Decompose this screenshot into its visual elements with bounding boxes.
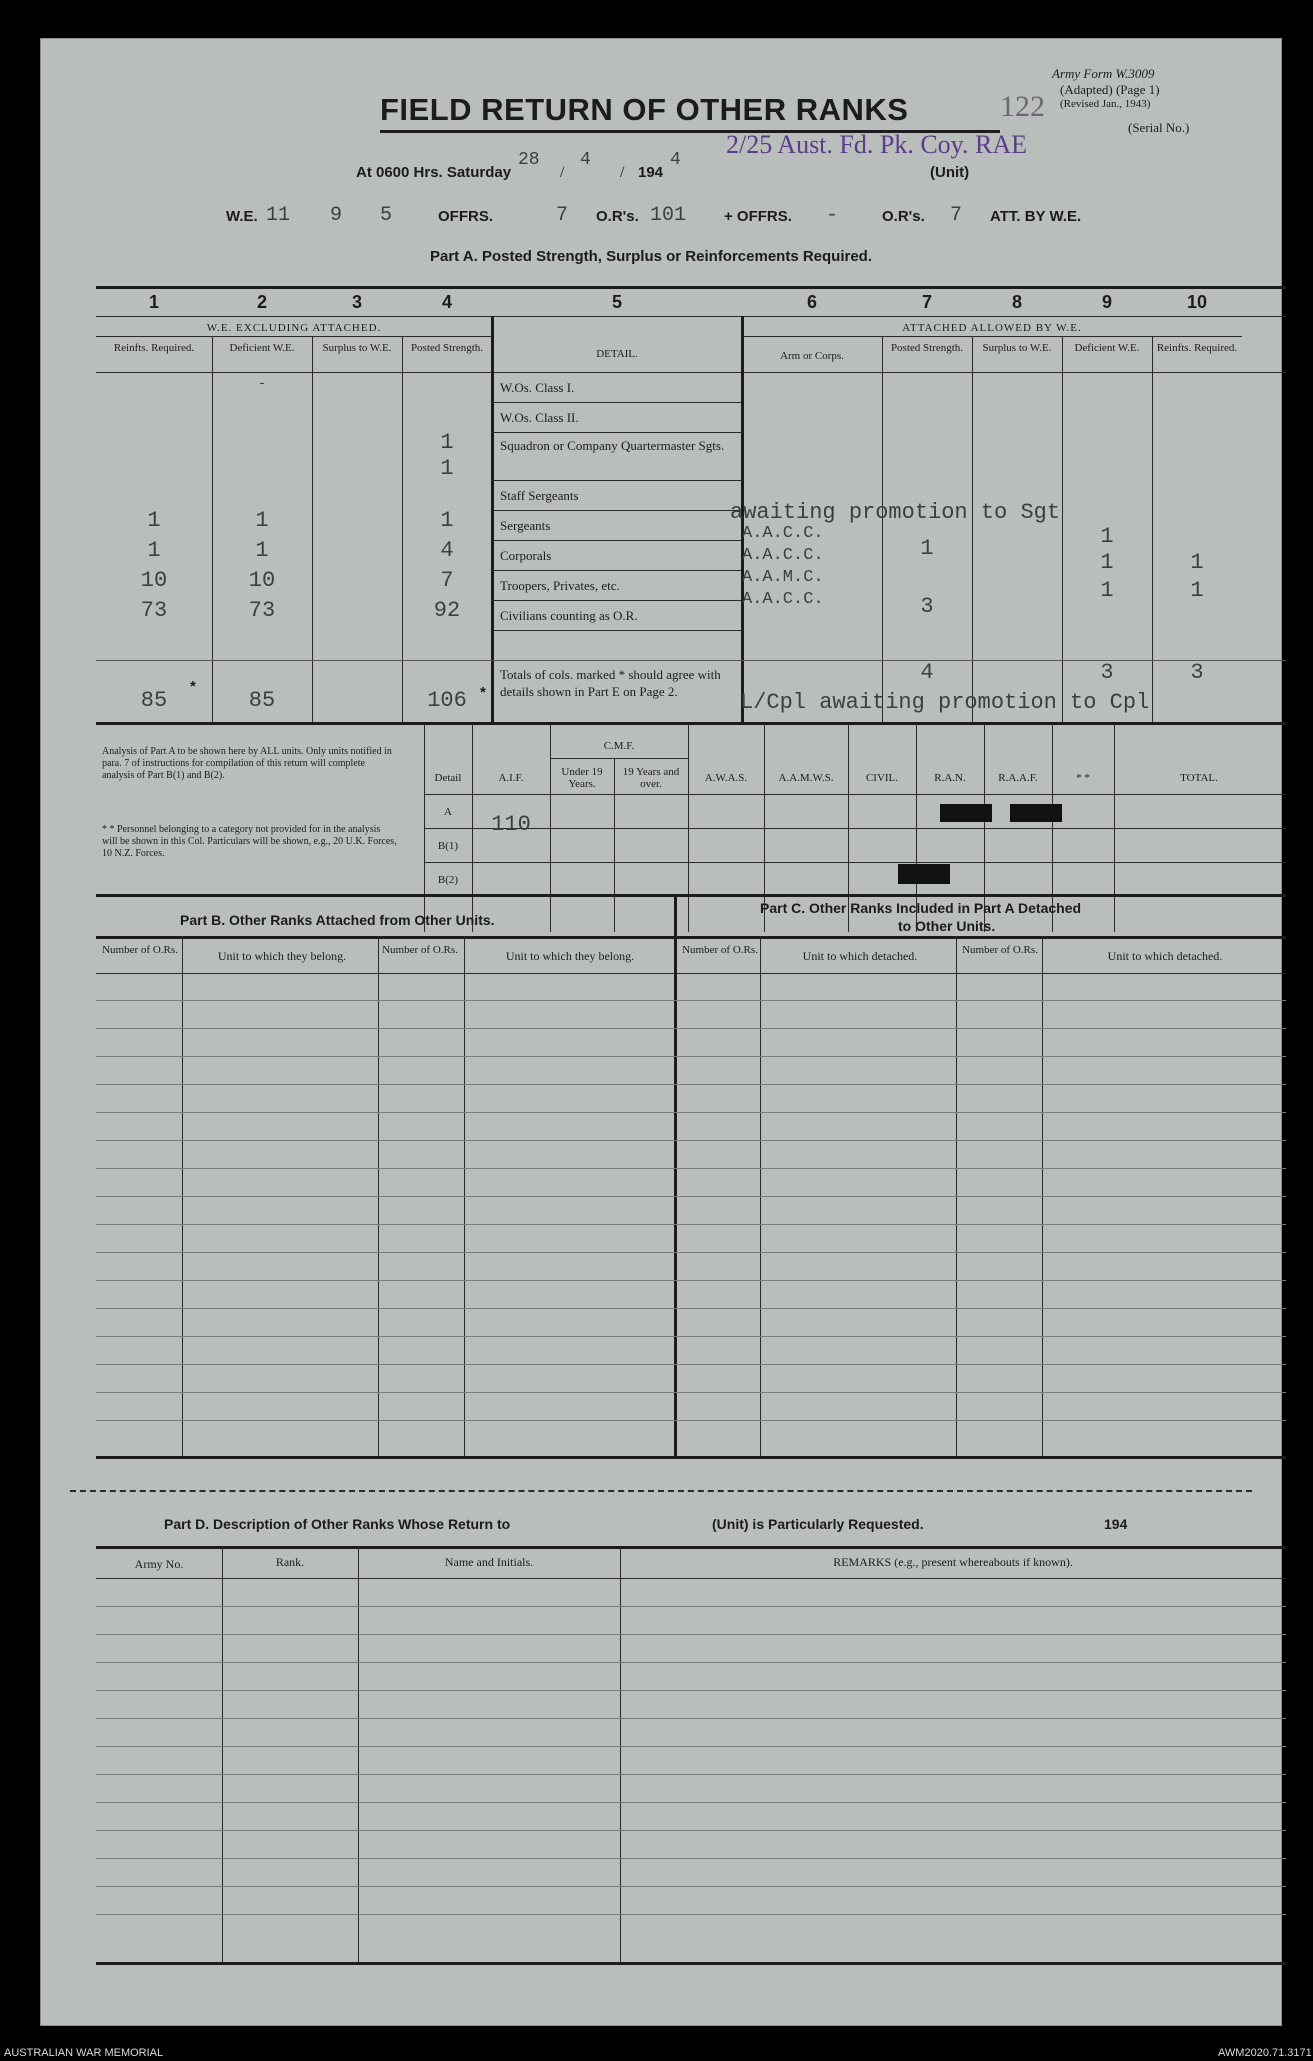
part-d-title: Part D. Description of Other Ranks Whose Return to [164, 1516, 511, 1532]
typed-note-cpl: L/Cpl awaiting promotion to Cpl [740, 690, 1150, 715]
bc-line-11 [96, 1280, 1286, 1281]
part-c-col4: Unit to which detached. [1107, 949, 1223, 963]
army-form-number: Army Form W.3009 [1052, 66, 1155, 81]
unit-stamp: 2/25 Aust. Fd. Pk. Coy. RAE [726, 130, 1027, 159]
col-num-4: 4 [441, 292, 452, 312]
d-line-1 [96, 1606, 1286, 1607]
row-cpl-c9: 1 [1100, 550, 1114, 575]
part-d-bottom-rule [96, 1962, 1286, 1965]
row-civ-c7: 3 [920, 594, 934, 619]
we-group-rule [96, 336, 492, 337]
part-d-col-name: Name and Initials. [444, 1555, 534, 1569]
an-aif-value: 110 [491, 812, 531, 837]
plus-offrs-value: - [826, 204, 839, 227]
bc-line-9 [96, 1224, 1286, 1225]
d-line-9 [96, 1830, 1286, 1831]
row-civ-c4: 92 [433, 598, 461, 623]
vline-d-2 [358, 1546, 359, 1964]
at-hours-label: At 0600 Hrs. Saturday [356, 164, 512, 181]
hdr-surplus: Surplus to W.E. [322, 342, 392, 354]
total-c7: 4 [920, 660, 934, 685]
part-c-col1: Number of O.Rs. [682, 944, 758, 956]
ors2-value: 7 [950, 204, 963, 227]
part-b-col1: Number of O.Rs. [102, 944, 178, 956]
an-row-b1: B(1) [437, 840, 459, 852]
vline-b-2 [378, 936, 379, 1458]
an-hdr-awas: A.W.A.S. [704, 772, 748, 784]
row-rule-4 [492, 510, 742, 511]
hdr-deficient-att: Deficient W.E. [1074, 342, 1140, 354]
part-d-col-remarks: REMARKS (e.g., present whereabouts if known). [833, 1555, 1073, 1569]
we-value-2: 9 [330, 204, 343, 227]
tear-off-line [70, 1490, 1252, 1492]
row-sgt-detail: Sergeants [500, 518, 551, 533]
hdr-reinfts: Reinfts. Required. [113, 342, 195, 354]
part-d-header-rule [96, 1578, 1286, 1579]
row-pte-c9: 1 [1100, 578, 1114, 603]
date-year-prefix: 194 [638, 164, 664, 181]
we-group-header: W.E. EXCLUDING ATTACHED. [206, 322, 382, 334]
d-line-3 [96, 1662, 1286, 1663]
row-pte-c1: 10 [140, 568, 168, 593]
date-slash: / [560, 164, 565, 181]
col-num-3: 3 [351, 292, 362, 312]
part-a-bottom-rule [96, 722, 1286, 725]
row-pte-c2: 10 [248, 568, 276, 593]
offrs-label: OFFRS. [438, 208, 493, 225]
an-hdr-raaf: R.A.A.F. [998, 772, 1038, 784]
row-cpl-c6: A.A.C.C. [742, 546, 824, 565]
row-civ-c2: 73 [248, 598, 276, 623]
part-c-col3: Number of O.Rs. [962, 944, 1038, 956]
subheader-rule [96, 372, 1286, 373]
an-hdr-total: TOTAL. [1180, 772, 1218, 784]
total-c10: 3 [1190, 660, 1204, 685]
bc-line-3 [96, 1056, 1286, 1057]
date-month: 4 [580, 150, 591, 170]
total-c1: 85 [140, 688, 168, 713]
row-rule-5 [492, 540, 742, 541]
row-cpl-detail: Corporals [500, 548, 552, 563]
handwritten-serial: 122 [1000, 90, 1045, 123]
att-by-we-label: ATT. BY W.E. [990, 208, 1082, 225]
an-hdr-cmf: C.M.F. [603, 740, 635, 752]
an-hdr-civil: CIVIL. [865, 772, 899, 784]
detail-header: DETAIL. [596, 348, 638, 360]
plus-offrs-label: + OFFRS. [724, 208, 792, 225]
col-num-7: 7 [921, 292, 932, 312]
an-hdr-detail: Detail [434, 772, 462, 784]
total-c4: 106 [427, 688, 467, 713]
d-line-4 [96, 1690, 1286, 1691]
totals-detail: Totals of cols. marked * should agree with details shown in Part E on Page 2. [500, 667, 721, 699]
attached-group-header: ATTACHED ALLOWED BY W.E. [902, 322, 1082, 334]
bc-line-2 [96, 1028, 1286, 1029]
redaction-raaf [1010, 804, 1062, 822]
an-row-a: A [444, 806, 452, 818]
vline-d-1 [222, 1546, 223, 1964]
row-rule-3 [492, 480, 742, 481]
row-cqms-detail: Squadron or Company Quartermaster Sgts. [500, 438, 725, 453]
an-hdr-19over: 19 Years and over. [622, 766, 680, 790]
total-c9: 3 [1100, 660, 1114, 685]
row-cpl-c2: 1 [255, 538, 269, 563]
col-num-5: 5 [611, 292, 622, 312]
date-year: 4 [670, 150, 681, 170]
row-rule-6 [492, 570, 742, 571]
bc-line-10 [96, 1252, 1286, 1253]
vline-a7 [972, 336, 973, 722]
d-line-10 [96, 1858, 1286, 1859]
row-civ-detail: Civilians counting as O.R. [500, 608, 638, 623]
cmf-rule [550, 758, 688, 759]
vline-b-3 [464, 936, 465, 1458]
hdr-surplus-att: Surplus to W.E. [982, 342, 1052, 354]
row-wo2-detail: W.Os. Class II. [500, 410, 579, 425]
bc-line-8 [96, 1196, 1286, 1197]
col-num-2: 2 [256, 292, 267, 312]
row-sgt-c9: 1 [1100, 524, 1114, 549]
an-row-b1-rule [424, 862, 1286, 863]
col-num-1: 1 [148, 292, 159, 312]
redaction-civil [898, 864, 950, 884]
row-civ-c1: 73 [140, 598, 168, 623]
we-label: W.E. [226, 208, 258, 225]
row-sgt-c1: 1 [147, 508, 161, 533]
col-num-8: 8 [1011, 292, 1022, 312]
part-d-top-rule [96, 1546, 1286, 1549]
hdr-arm-corps: Arm or Corps. [780, 350, 844, 362]
redaction-ran [940, 804, 992, 822]
ors-label: O.R's. [596, 208, 639, 225]
an-header-rule [424, 794, 1286, 795]
we-value-1: 11 [266, 204, 291, 227]
row-pte-c4: 7 [440, 568, 454, 593]
analysis-note: Analysis of Part A to be shown here by ALL units. Only units notified in para. 7 of instructions for compilation of this return will complete analysis of Part B(1) and B(2). [102, 746, 392, 781]
an-row-b2: B(2) [437, 874, 459, 886]
date-day: 28 [518, 150, 540, 170]
part-c-title: Part C. Other Ranks Included in Part A Detached [760, 900, 1082, 916]
hdr-reinfts-att: Reinfts. Required. [1156, 342, 1238, 354]
part-d-title-mid: (Unit) is Particularly Requested. [712, 1516, 924, 1532]
bc-line-13 [96, 1336, 1286, 1337]
typed-note-sgt: awaiting promotion to Sgt [730, 500, 1061, 525]
row-sgt-c4: 1 [440, 508, 454, 533]
vline-c-3 [1042, 936, 1043, 1458]
bc-line-7 [96, 1168, 1286, 1169]
an-hdr-aamws: A.A.M.W.S. [778, 772, 834, 784]
part-bc-header-rule [96, 973, 1286, 974]
row-cpl-c10: 1 [1190, 578, 1204, 603]
analysis-bottom-rule [96, 894, 1286, 897]
row-cpl-c4: 4 [440, 538, 454, 563]
part-c-col2: Unit to which detached. [802, 949, 918, 963]
d-line-12 [96, 1914, 1286, 1915]
d-line-6 [96, 1746, 1286, 1747]
bc-line-14 [96, 1364, 1286, 1365]
total-c1-star: * [190, 678, 196, 695]
ors2-label: O.R's. [882, 208, 925, 225]
form-sheet [40, 38, 1282, 2026]
vline-b-1 [182, 936, 183, 1458]
row-rule-1 [492, 402, 742, 403]
row-sgt-c6: A.A.C.C. [742, 524, 824, 543]
row-cpl-c1: 1 [147, 538, 161, 563]
hdr-posted-att: Posted Strength. [890, 342, 964, 354]
vline-c-2 [956, 936, 957, 1458]
unit-label: (Unit) [930, 164, 970, 181]
col-num-9: 9 [1101, 292, 1112, 312]
an-hdr-under19: Under 19 Years. [561, 766, 603, 790]
bc-line-6 [96, 1140, 1286, 1141]
date-slash-2: / [620, 164, 625, 181]
total-c4-star: * [480, 684, 486, 701]
row-ssgt-detail: Staff Sergeants [500, 488, 579, 503]
form-title: FIELD RETURN OF OTHER RANKS [380, 92, 909, 127]
part-d-year: 194 [1104, 1516, 1128, 1532]
footer-institution: AUSTRALIAN WAR MEMORIAL [4, 2047, 164, 2059]
part-bc-header-top [96, 936, 1286, 939]
row-pte-c6: A.A.M.C. [742, 568, 824, 587]
we-value-3: 5 [380, 204, 393, 227]
an-hdr-other: * * [1076, 772, 1090, 784]
bc-line-12 [96, 1308, 1286, 1309]
d-line-7 [96, 1774, 1286, 1775]
row-pte-detail: Troopers, Privates, etc. [500, 578, 620, 593]
part-a-title: Part A. Posted Strength, Surplus or Reinforcements Required. [430, 248, 873, 265]
hdr-deficient: Deficient W.E. [229, 342, 295, 354]
analysis-note-2: * * Personnel belonging to a category not provided for in the analysis will be shown in this Col. Particulars will be shown, e.g., 20 U.K. Forces, 10 N.Z. Forces. [102, 824, 397, 859]
d-line-11 [96, 1886, 1286, 1887]
col-num-10: 10 [1186, 292, 1208, 312]
att-group-rule [742, 336, 1242, 337]
an-row-a-rule [424, 828, 1286, 829]
offrs-value: 7 [556, 204, 569, 227]
row-rule-7 [492, 600, 742, 601]
vline-bc-divider [674, 894, 677, 1458]
part-b-col3: Number of O.Rs. [382, 944, 458, 956]
vline-d-3 [620, 1546, 621, 1964]
vline-c-1 [760, 936, 761, 1458]
row-sgt-c10: 1 [1190, 550, 1204, 575]
an-hdr-ran: R.A.N. [934, 772, 966, 784]
bc-line-1 [96, 1000, 1286, 1001]
d-line-2 [96, 1634, 1286, 1635]
part-b-col2: Unit to which they belong. [217, 949, 347, 963]
row-wo1-c2: - [257, 376, 267, 392]
hdr-posted: Posted Strength. [410, 342, 484, 354]
part-c-title-2: to Other Units. [898, 918, 996, 934]
bc-line-15 [96, 1392, 1286, 1393]
part-b-title: Part B. Other Ranks Attached from Other Units. [180, 912, 495, 928]
part-a-top-rule [96, 286, 1286, 289]
row-rule-2 [492, 432, 742, 433]
row-cqms-c4: 1 1 [440, 430, 454, 481]
bc-line-5 [96, 1112, 1286, 1113]
bc-line-16 [96, 1420, 1286, 1421]
part-b-col4: Unit to which they belong. [505, 949, 635, 963]
row-rule-8 [492, 630, 742, 631]
an-hdr-aif: A.I.F. [498, 772, 524, 784]
d-line-8 [96, 1802, 1286, 1803]
army-form-adapted: (Adapted) (Page 1) [1060, 82, 1160, 97]
part-bc-bottom-rule [96, 1456, 1286, 1459]
row-civ-c6: A.A.C.C. [742, 590, 824, 609]
row-cpl-c7: 1 [920, 536, 934, 561]
col-num-6: 6 [806, 292, 817, 312]
ors-value: 101 [650, 204, 687, 227]
bc-line-4 [96, 1084, 1286, 1085]
vline-a2 [312, 336, 313, 722]
part-d-col-rank: Rank. [275, 1555, 305, 1569]
army-form-revised: (Revised Jan., 1943) [1060, 98, 1151, 110]
serial-no-label: (Serial No.) [1128, 120, 1190, 135]
col-number-rule [96, 316, 1286, 317]
part-d-col-army-no: Army No. [134, 1557, 184, 1571]
total-c2: 85 [248, 688, 276, 713]
row-wo1-detail: W.Os. Class I. [500, 380, 575, 395]
d-line-5 [96, 1718, 1286, 1719]
footer-accession: AWM2020.71.3171 [1218, 2047, 1312, 2059]
row-sgt-c2: 1 [255, 508, 269, 533]
